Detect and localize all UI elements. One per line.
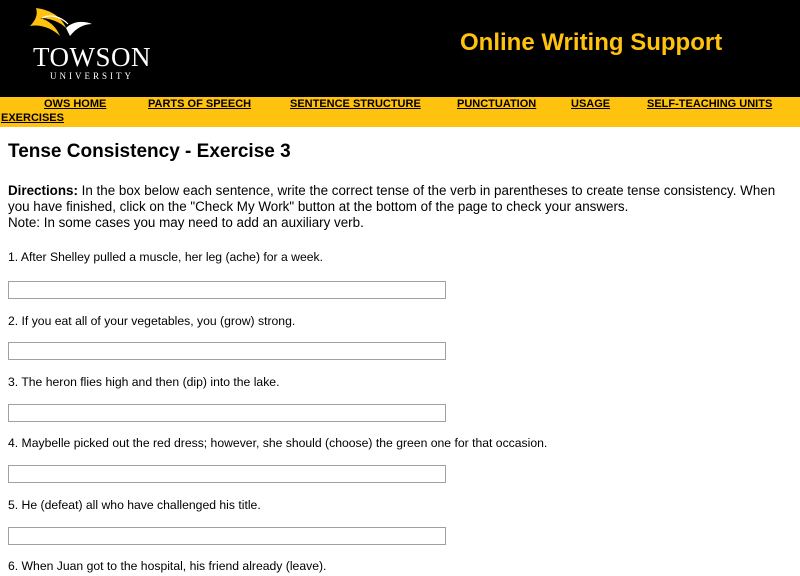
question-5: 5. He (defeat) all who have challenged his title. [8,498,261,512]
question-1: 1. After Shelley pulled a muscle, her leg (ache) for a week. [8,250,324,264]
towson-logo[interactable] [22,6,152,81]
site-header [0,0,800,97]
directions-note: Note: In some cases you may need to add an auxiliary verb. [8,215,364,230]
answer-input-2[interactable] [8,342,446,360]
nav-self-teaching-units[interactable]: SELF-TEACHING UNITS [647,98,773,110]
directions-text: In the box below each sentence, write the correct tense of the verb in parentheses to create tense consistency. When you have finished, click on the "Check My Work" button at the bottom of the page to check your answers. [8,183,776,214]
flame-icon [22,6,152,46]
nav-usage[interactable]: USAGE [571,98,611,110]
nav-ows-home[interactable]: OWS HOME [44,98,107,110]
answer-input-3[interactable] [8,404,446,422]
answer-input-5[interactable] [8,527,446,545]
question-3: 3. The heron flies high and then (dip) into the lake. [8,375,280,389]
nav-exercises[interactable]: EXERCISES [1,112,64,124]
nav-sentence-structure[interactable]: SENTENCE STRUCTURE [290,98,421,110]
question-2: 2. If you eat all of your vegetables, you (grow) strong. [8,314,296,328]
directions-label: Directions: [8,183,78,198]
page-title: Tense Consistency - Exercise 3 [8,141,291,162]
nav-bar [0,97,800,127]
logo-wordmark: TOWSON [32,42,151,72]
directions [8,183,792,231]
nav-parts-of-speech[interactable]: PARTS OF SPEECH [148,98,252,110]
question-4: 4. Maybelle picked out the red dress; however, she should (choose) the green one for that occasion. [8,436,548,450]
question-6: 6. When Juan got to the hospital, his friend already (leave). [8,559,327,573]
answer-input-4[interactable] [8,465,446,483]
site-title: Online Writing Support [460,29,723,56]
logo-subtitle: UNIVERSITY [50,71,134,81]
nav-punctuation[interactable]: PUNCTUATION [457,98,537,110]
answer-input-1[interactable] [8,281,446,299]
